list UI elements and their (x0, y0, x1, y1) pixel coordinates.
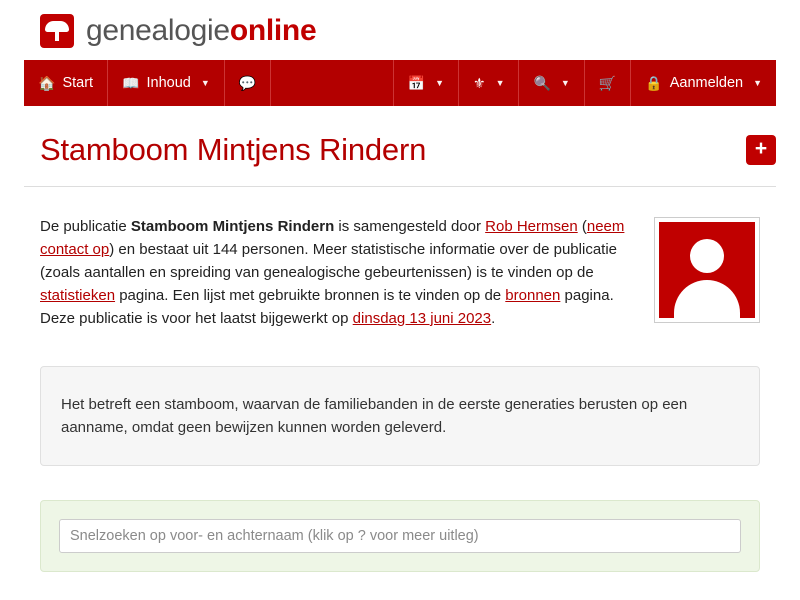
brand-name-bold: online (229, 14, 317, 47)
avatar[interactable] (654, 217, 760, 323)
brand-name-plain: genealogie (86, 14, 230, 47)
intro-text-5: pagina. Een lijst met gebruikte bronnen is te vinden op de (115, 287, 506, 304)
nav-item-calendar[interactable] (393, 60, 458, 106)
intro-text-3: ( (577, 218, 587, 235)
intro-paragraph (40, 215, 638, 330)
publication-intro (40, 215, 760, 330)
nav-right-group (393, 60, 776, 106)
nav-item-inhoud-label: Inhoud (146, 75, 191, 91)
nav-item-start-label: Start (62, 75, 94, 91)
title-row (40, 132, 776, 168)
nav-item-login[interactable] (630, 60, 776, 106)
add-button[interactable]: + (746, 135, 776, 165)
calendar-person-icon: 📅 (407, 75, 426, 91)
chevron-down-icon: ▼ (560, 78, 570, 88)
chevron-down-icon: ▼ (200, 78, 210, 88)
home-icon: 🏠 (38, 75, 56, 91)
chevron-down-icon: ▼ (495, 78, 505, 88)
logo-trunk (55, 30, 59, 41)
comments-icon: 💬 (238, 75, 257, 91)
tree-logo-icon[interactable] (40, 14, 74, 48)
chevron-down-icon: ▼ (753, 78, 762, 88)
brand-header (0, 0, 800, 60)
sources-link[interactable]: bronnen (505, 287, 561, 304)
page-title: Stamboom Mintjens Rindern (40, 132, 427, 167)
chevron-down-icon: ▼ (435, 78, 444, 88)
publication-name: Stamboom Mintjens Rindern (130, 218, 335, 235)
intro-text-6: pagina. Deze publicatie is voor het laatst bijgewerkt op (40, 287, 614, 327)
contact-link[interactable]: neem contact op (40, 218, 625, 258)
author-link[interactable]: Rob Hermsen (485, 218, 578, 235)
intro-text-1: De publicatie (40, 218, 131, 235)
nav-item-inhoud[interactable] (108, 60, 225, 106)
nav-item-tree[interactable] (458, 60, 518, 106)
nav-left-group (24, 60, 271, 106)
nav-item-start[interactable] (24, 60, 108, 106)
tree-branch-icon: ⚜ (473, 75, 486, 91)
avatar-head (690, 239, 724, 273)
search-input[interactable] (59, 519, 741, 553)
intro-text-4: ) en bestaat uit 144 personen. Meer statistische informatie over de publicatie (zoals aantallen en spreiding van genealogische gebeurtenissen) is te vinden op de (40, 241, 617, 281)
brand-wordmark[interactable] (86, 14, 316, 48)
user-avatar-icon (659, 222, 755, 318)
nav-item-comments[interactable] (225, 60, 271, 106)
intro-text-2: is samengesteld door (334, 218, 486, 235)
main-navigation (24, 60, 776, 106)
search-icon: 🔍 (533, 75, 551, 91)
statistics-link[interactable]: statistieken (40, 287, 116, 304)
nav-item-login-label: Aanmelden (669, 75, 744, 91)
last-updated-link[interactable]: dinsdag 13 juni 2023 (352, 310, 492, 327)
quick-search-panel (40, 500, 760, 572)
note-box: Het betreft een stamboom, waarvan de familiebanden in de eerste generaties berusten op een aanname, omdat geen bewijzen kunnen worden geleverd. (40, 366, 760, 466)
nav-item-search[interactable] (518, 60, 583, 106)
intro-text-7: . (491, 310, 496, 327)
nav-item-cart[interactable] (584, 60, 630, 106)
lock-icon: 🔒 (645, 75, 663, 91)
title-divider (24, 186, 776, 187)
book-icon: 📖 (122, 75, 140, 91)
avatar-body (674, 280, 740, 318)
cart-icon: 🛒 (598, 75, 617, 91)
